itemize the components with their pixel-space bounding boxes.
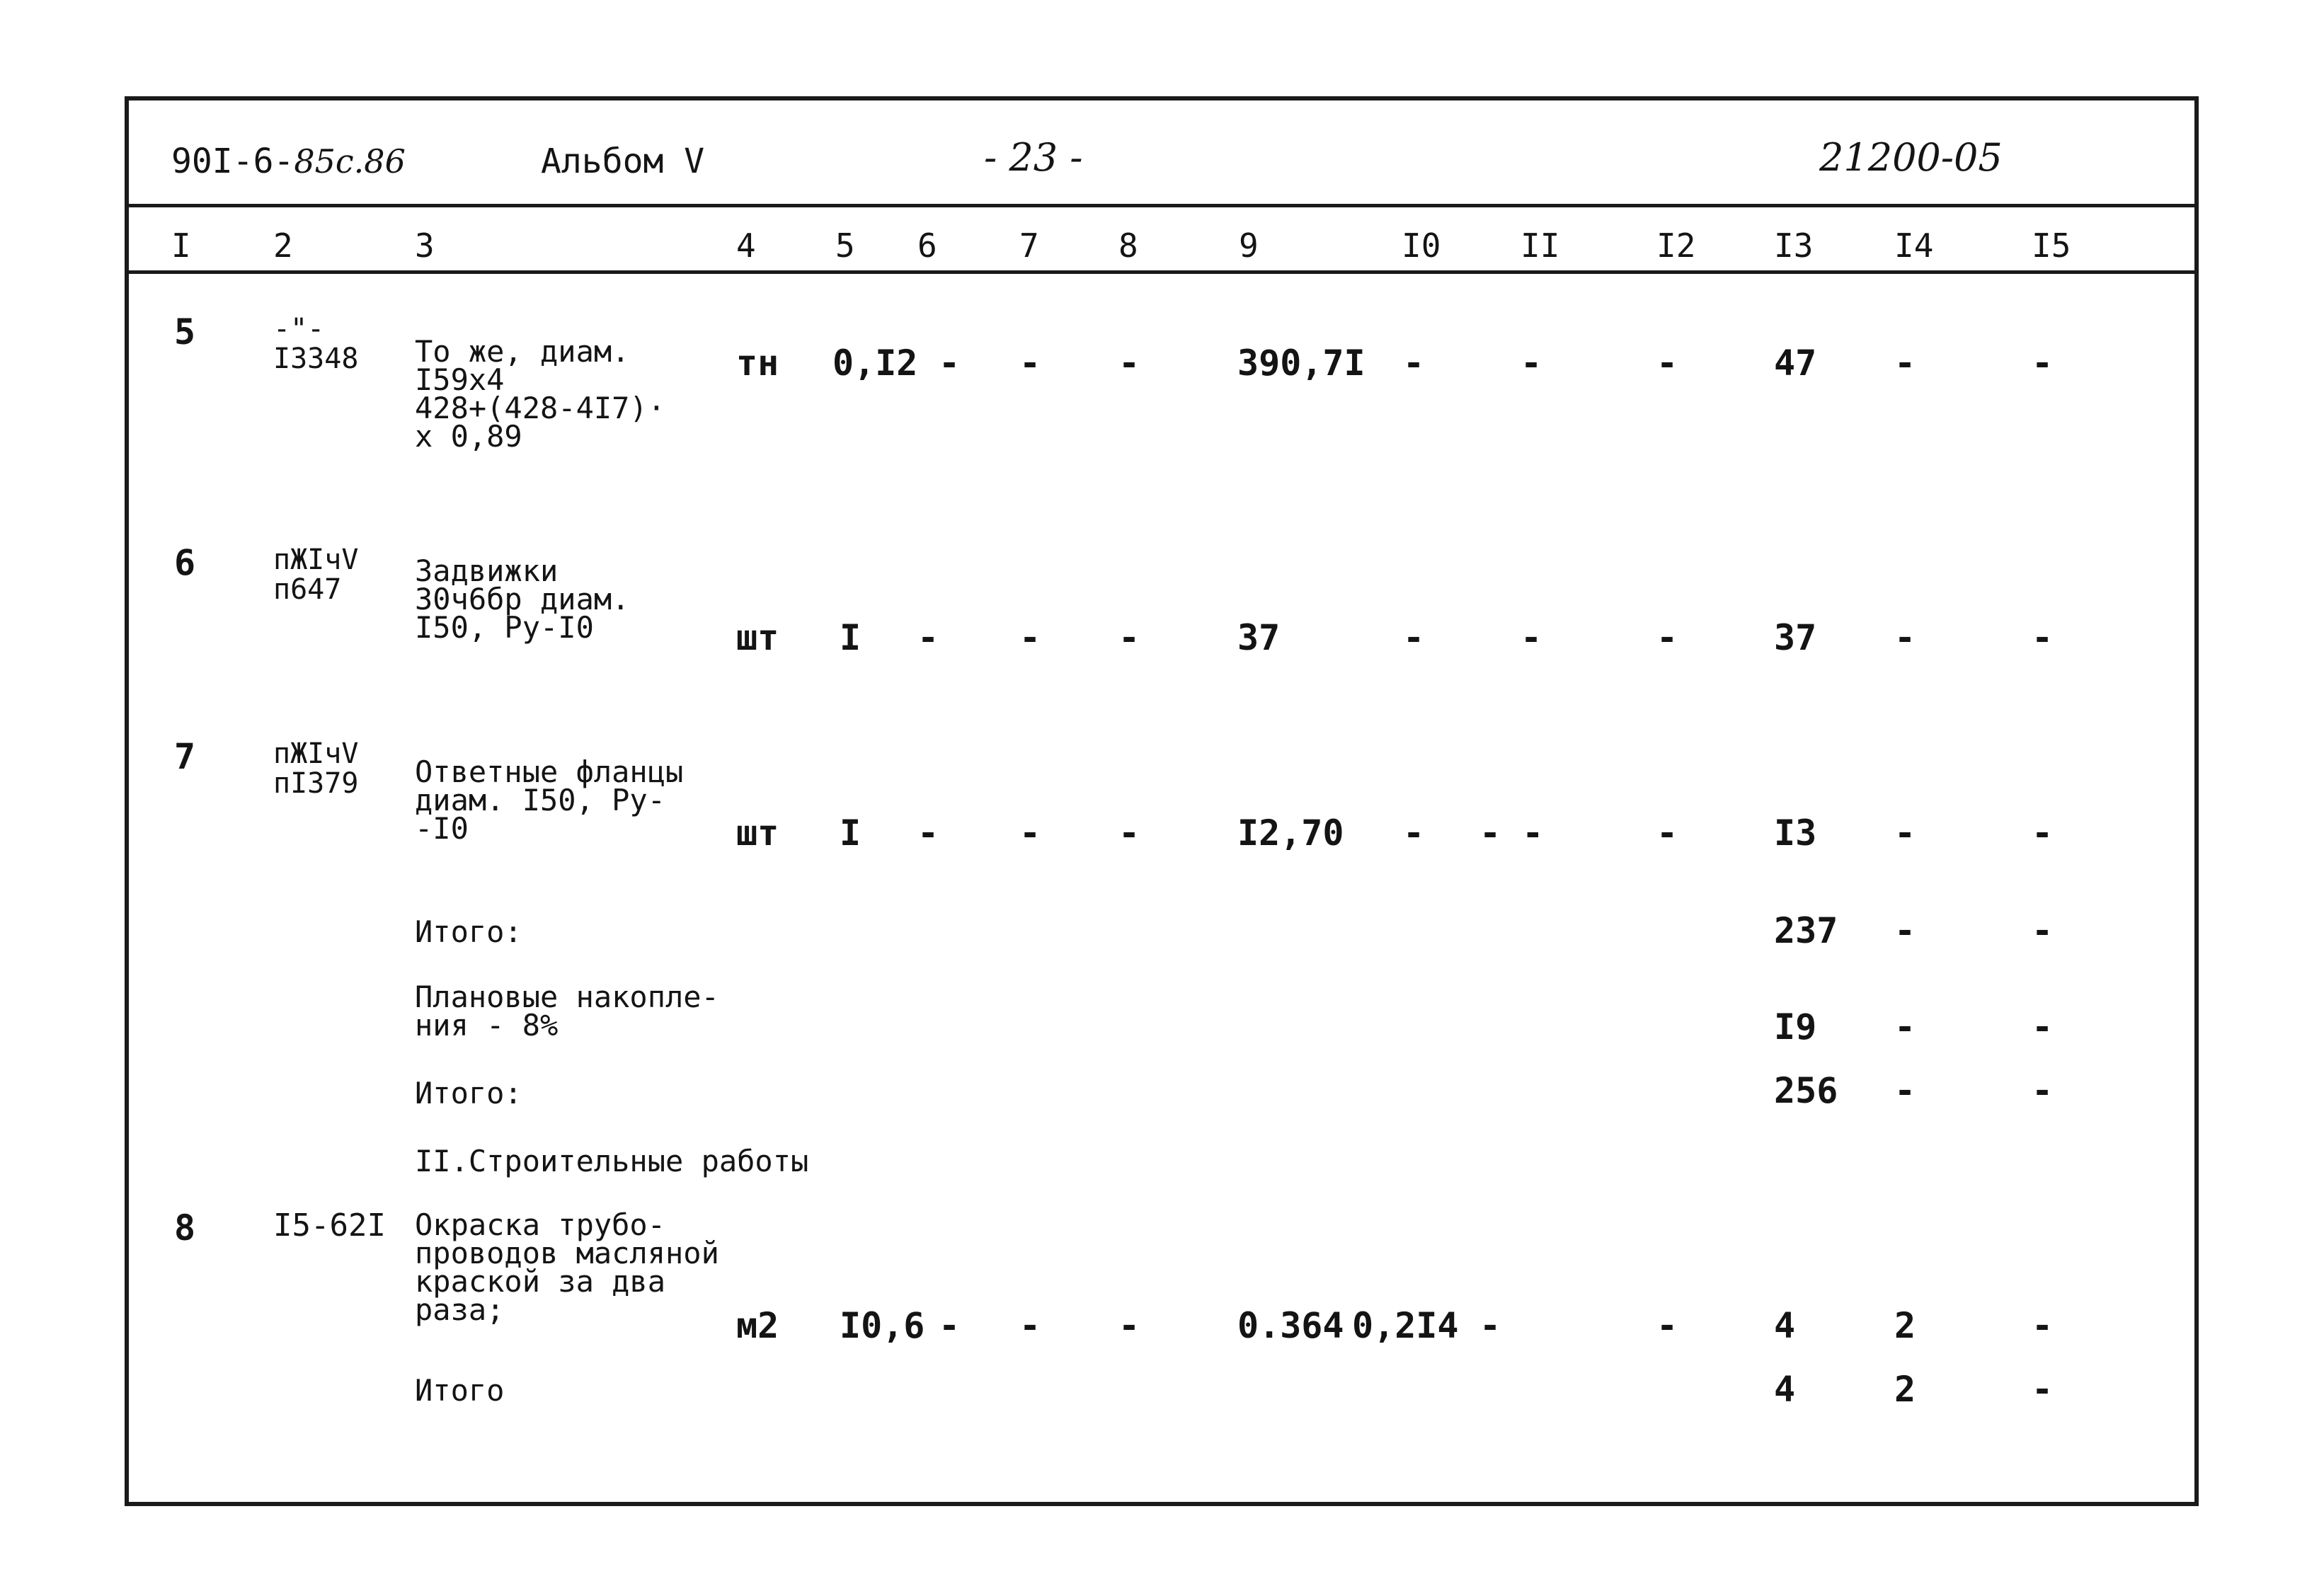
cell: - (1894, 617, 1916, 658)
cell: - (1019, 617, 1041, 658)
row-number: 7 (174, 736, 196, 777)
cell: - (1019, 1305, 1041, 1346)
cell: 2 (1894, 1305, 1916, 1346)
column-number: 5 (835, 226, 855, 265)
column-number: I5 (2032, 226, 2071, 265)
row-description: Ответные фланцы диам. I50, Ру- -I0 (415, 754, 684, 846)
column-header-rule (125, 270, 2199, 274)
planned-savings-value: I9 (1774, 1006, 1817, 1047)
section-title: II.Строительные работы (415, 1144, 809, 1178)
cell: - (1656, 617, 1678, 658)
column-number: I3 (1774, 226, 1814, 265)
column-number: 6 (917, 226, 937, 265)
cell: I3 (1774, 813, 1817, 854)
cell: - (1118, 813, 1140, 854)
page-number: - 23 - (984, 135, 1083, 180)
cell: - (1894, 1006, 1916, 1047)
cell: - (1656, 343, 1678, 384)
cell: - (1894, 1070, 1916, 1111)
cell: - (939, 343, 961, 384)
row-reference: -"- I3348 (273, 313, 359, 375)
quantity-cell: I (840, 813, 861, 854)
unit-cell: шт (736, 813, 779, 854)
cell: - (939, 1305, 961, 1346)
unit-cell: шт (736, 617, 779, 658)
quantity-cell: 0,I2 (832, 343, 918, 384)
cell: - (2032, 910, 2054, 951)
subtotal-value: 237 (1774, 910, 1838, 951)
column-number: 4 (736, 226, 756, 265)
column-number: I0 (1402, 226, 1441, 265)
cell: - (1894, 343, 1916, 384)
row-description: Окраска трубо- проводов масляной краской за два раза; (415, 1207, 719, 1327)
cell: - (1118, 343, 1140, 384)
cell: - (1894, 813, 1916, 854)
cell: 37 (1774, 617, 1817, 658)
column-number: 2 (273, 226, 293, 265)
cell: 0,2I4 (1352, 1305, 1459, 1346)
row-number: 5 (174, 311, 196, 352)
cell: 2 (1894, 1369, 1916, 1410)
cell: - (2032, 1006, 2054, 1047)
unit-cell: тн (736, 343, 779, 384)
sheet-code: 21200-05 (1819, 135, 2003, 180)
quantity-cell: I0,6 (840, 1305, 925, 1346)
final-total-label: Итого (415, 1373, 505, 1408)
row-reference: пЖIчV п647 (273, 544, 359, 606)
cell: - (2032, 813, 2054, 854)
cell: - (1479, 1305, 1501, 1346)
cell: - (1403, 813, 1425, 854)
column-number: 9 (1239, 226, 1259, 265)
cell: - (917, 617, 939, 658)
cell: - (2032, 1070, 2054, 1111)
cell: - (1894, 910, 1916, 951)
column-number: 3 (415, 226, 435, 265)
cell: - (2032, 343, 2054, 384)
column-number: I (171, 226, 191, 265)
total-label: Итого: (415, 1076, 522, 1110)
document-code: 90I-6-85с.86 (171, 142, 406, 181)
cell: I2,70 (1237, 813, 1344, 854)
row-reference: пЖIчV пI379 (273, 737, 359, 800)
cell: 37 (1237, 617, 1281, 658)
cell: 47 (1774, 343, 1817, 384)
header-rule (125, 204, 2199, 207)
cell: - (2032, 617, 2054, 658)
cell: 4 (1774, 1305, 1796, 1346)
column-number: I4 (1894, 226, 1934, 265)
cell: - (1403, 343, 1425, 384)
cell: - (917, 813, 939, 854)
column-number: 7 (1019, 226, 1039, 265)
column-number: II (1521, 226, 1560, 265)
planned-savings-label: Плановые накопле- ния - 8% (415, 980, 719, 1043)
column-number: I2 (1656, 226, 1696, 265)
row-number: 8 (174, 1207, 196, 1248)
quantity-cell: I (840, 617, 861, 658)
cell: - (1656, 813, 1678, 854)
cell: - (1403, 617, 1425, 658)
cell: - (2032, 1305, 2054, 1346)
column-number: 8 (1118, 226, 1138, 265)
cell: - (1521, 617, 1542, 658)
cell: 390,7I (1237, 343, 1366, 384)
row-number: 6 (174, 542, 196, 583)
cell: - (1118, 617, 1140, 658)
row-description: Задвижки 30ч6бр диам. I50, Ру-I0 (415, 553, 630, 645)
cell: - - (1479, 813, 1544, 854)
row-reference: I5-62I (273, 1207, 386, 1244)
cell: - (1019, 343, 1041, 384)
cell: - (1521, 343, 1542, 384)
unit-cell: м2 (736, 1305, 779, 1346)
subtotal-label: Итого: (415, 914, 522, 949)
cell: - (2032, 1369, 2054, 1410)
album-label: Альбом V (541, 142, 705, 181)
total-value: 256 (1774, 1070, 1838, 1111)
row-description: То же, диам. I59х4 428+(428-4I7)· х 0,89 (415, 334, 666, 454)
final-total-value: 4 (1774, 1369, 1796, 1410)
cell: - (1118, 1305, 1140, 1346)
cell: 0.364 (1237, 1305, 1344, 1346)
cell: - (1019, 813, 1041, 854)
cell: - (1656, 1305, 1678, 1346)
